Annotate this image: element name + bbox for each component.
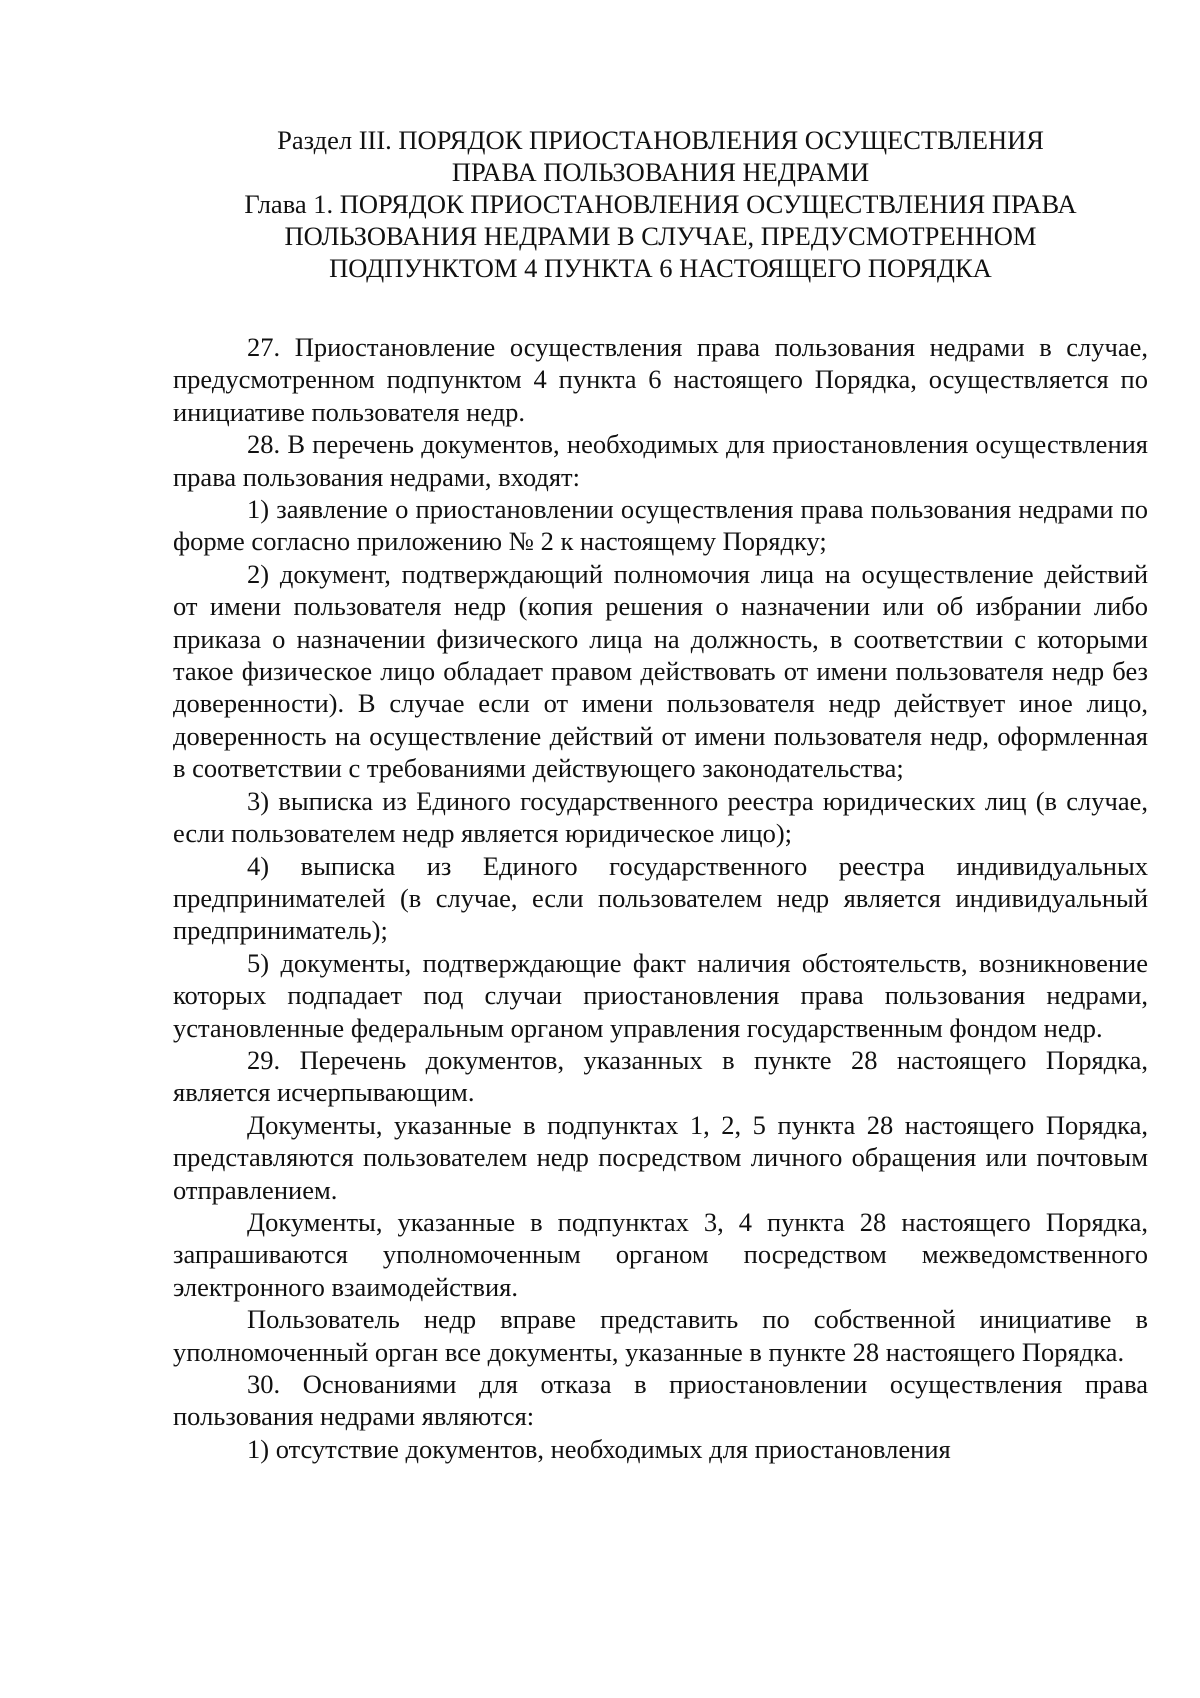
paragraph-28: 28. В перечень документов, необходимых для приостановления осуществления права пользования недрами, входят: — [173, 429, 1148, 492]
paragraph-28-item-2: 2) документ, подтверждающий полномочия лица на осуществление действий от имени пользователя недр (копия решения о назначении или об избрании либо приказа о назначении физического лица на должность, в соответствии с которыми такое физическое лицо обладает правом действовать от имени пользователя недр без доверенности). В случае если от имени пользователя недр действует иное лицо, доверенность на осуществление действий от имени пользователя недр, оформленная в соответствии с требованиями действующего законодательства; — [173, 558, 1148, 784]
paragraph-28-item-5: 5) документы, подтверждающие факт наличия обстоятельств, возникновение которых подпадает под случаи приостановления права пользования недрами, установленные федеральным органом управления государственным фондом недр. — [173, 947, 1148, 1043]
paragraph-27: 27. Приостановление осуществления права пользования недрами в случае, предусмотренном подпунктом 4 пункта 6 настоящего Порядка, осуществляется по инициативе пользователя недр. — [173, 332, 1148, 427]
paragraph-30: 30. Основаниями для отказа в приостановлении осуществления права пользования недрами являются: — [173, 1369, 1148, 1432]
document-body — [173, 331, 1148, 1465]
paragraph-28-item-4: 4) выписка из Единого государственного реестра индивидуальных предпринимателей (в случае, если пользователем недр является индивидуальный предприниматель); — [173, 850, 1148, 946]
paragraph-29-own-initiative: Пользователь недр вправе представить по собственной инициативе в уполномоченный орган все документы, указанные в пункте 28 настоящего Порядка. — [173, 1304, 1148, 1367]
heading-line: ПРАВА ПОЛЬЗОВАНИЯ НЕДРАМИ — [451, 157, 870, 187]
paragraph-29: 29. Перечень документов, указанных в пункте 28 настоящего Порядка, является исчерпывающим. — [173, 1044, 1148, 1108]
heading-line: Глава 1. ПОРЯДОК ПРИОСТАНОВЛЕНИЯ ОСУЩЕСТВЛЕНИЯ ПРАВА — [244, 189, 1077, 219]
paragraph-29-docs-interagency: Документы, указанные в подпунктах 3, 4 пункта 28 настоящего Порядка, запрашиваются уполномоченным органом посредством межведомственного электронного взаимодействия. — [173, 1206, 1148, 1302]
heading-line: ПОДПУНКТОМ 4 ПУНКТА 6 НАСТОЯЩЕГО ПОРЯДКА — [329, 253, 992, 283]
document-page — [173, 124, 1148, 1465]
paragraph-28-item-1: 1) заявление о приостановлении осуществления права пользования недрами по форме согласно приложению № 2 к настоящему Порядку; — [173, 494, 1148, 557]
heading-line: Раздел III. ПОРЯДОК ПРИОСТАНОВЛЕНИЯ ОСУЩЕСТВЛЕНИЯ — [277, 125, 1044, 155]
paragraph-30-item-1: 1) отсутствие документов, необходимых для приостановления — [247, 1433, 951, 1464]
section-heading — [173, 124, 1148, 284]
paragraph-28-item-3: 3) выписка из Единого государственного реестра юридических лиц (в случае, если пользователем недр является юридическое лицо); — [173, 785, 1148, 849]
paragraph-29-docs-personal: Документы, указанные в подпунктах 1, 2, 5 пункта 28 настоящего Порядка, представляются пользователем недр посредством личного обращения или почтовым отправлением. — [173, 1109, 1148, 1205]
heading-line: ПОЛЬЗОВАНИЯ НЕДРАМИ В СЛУЧАЕ, ПРЕДУСМОТРЕННОМ — [284, 221, 1037, 251]
